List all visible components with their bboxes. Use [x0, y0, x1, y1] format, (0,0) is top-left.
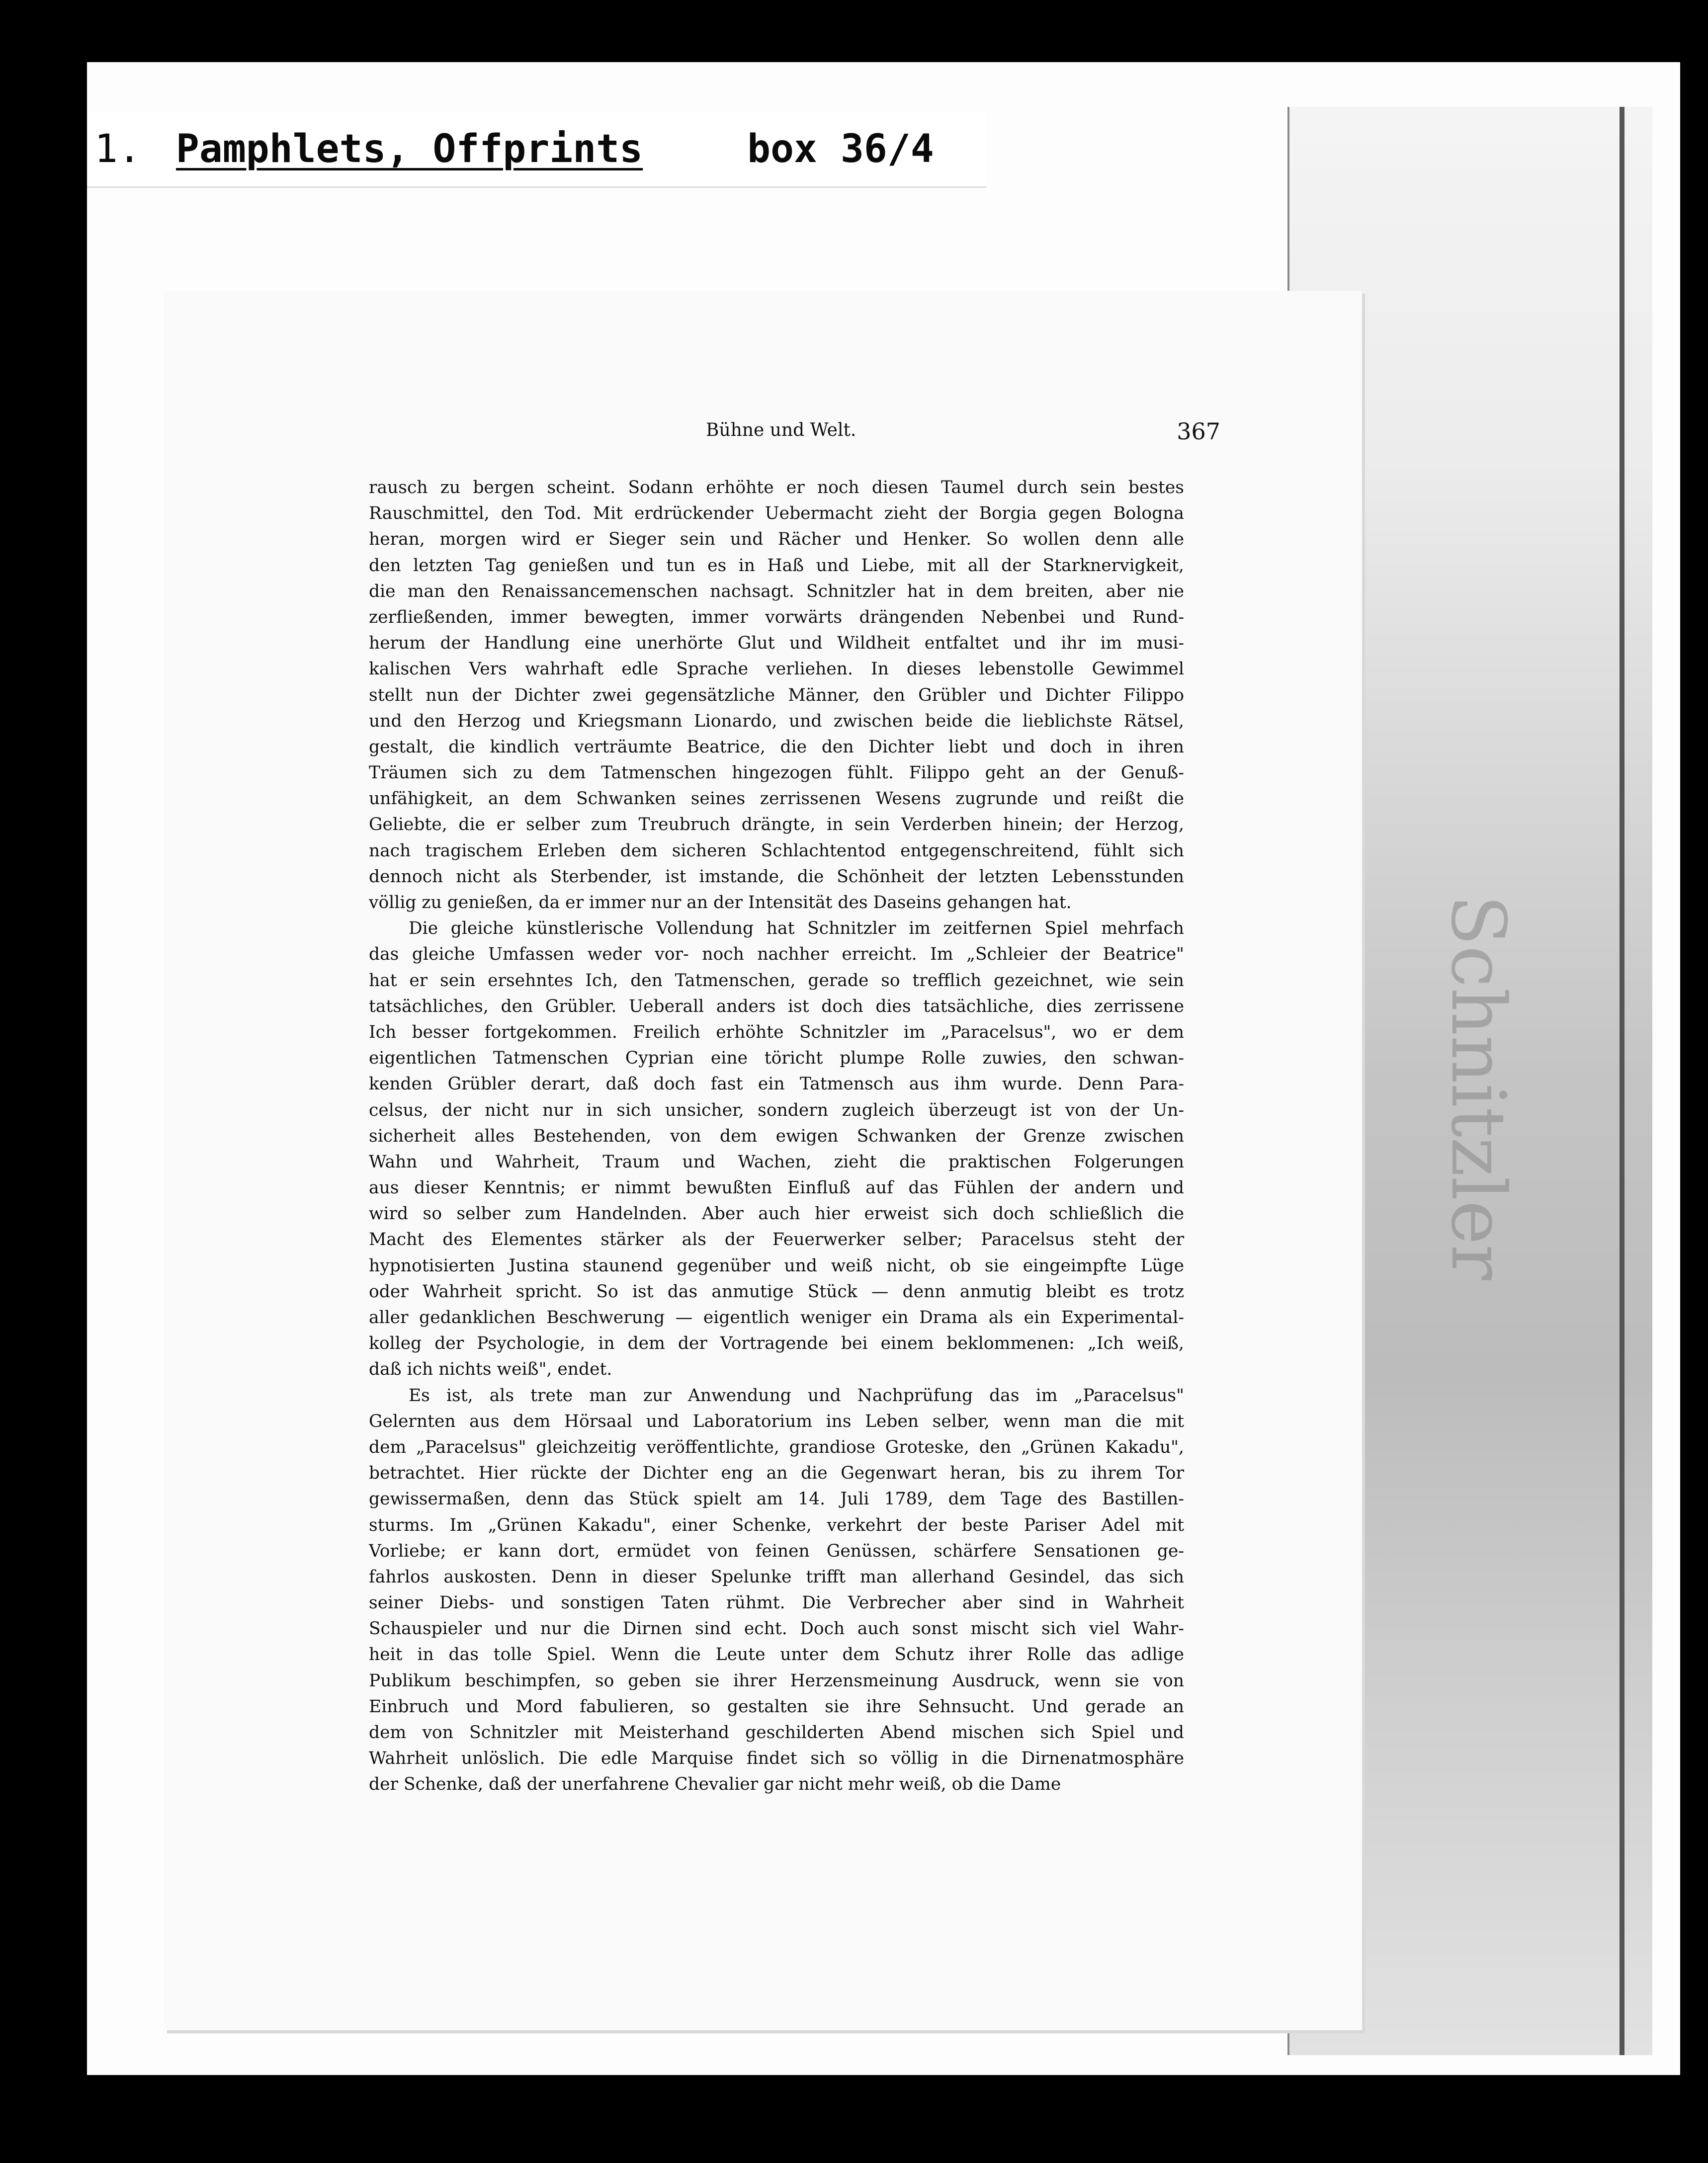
text-line: herum der Handlung eine unerhörte Glut und Wildheit entfaltet und ihr im musi- — [369, 633, 1184, 654]
text-line: kenden Grübler derart, daß doch fast ein Tatmensch aus ihm wurde. Denn Para- — [369, 1074, 1184, 1094]
text-line: das gleiche Umfassen weder vor- noch nachher erreicht. Im „Schleier der Beatrice" — [369, 944, 1184, 965]
folder-handwritten-note: Schnitzler — [1435, 895, 1521, 1280]
text-line: kolleg der Psychologie, in dem der Vortragende bei einem beklommenen: „Ich weiß, — [369, 1333, 1184, 1354]
text-line: den letzten Tag genießen und tun es in Haß und Liebe, mit all der Starknervigkeit, — [369, 555, 1184, 576]
page-number: 367 — [1177, 418, 1220, 445]
text-line: sicherheit alles Bestehenden, von dem ewigen Schwanken der Grenze zwischen — [369, 1126, 1184, 1146]
printed-page — [164, 291, 1362, 2030]
text-line: celsus, der nicht nur in sich unsicher, sondern zugleich überzeugt ist von der Un- — [369, 1100, 1184, 1120]
text-line: kalischen Vers wahrhaft edle Sprache verliehen. In dieses lebenstolle Gewimmel — [369, 659, 1184, 679]
text-line: hat er sein ersehntes Ich, den Tatmenschen, gerade so trefflich gezeichnet, wie sein — [369, 970, 1184, 991]
archive-label-number: 1. — [94, 127, 141, 171]
text-line: dem „Paracelsus" gleichzeitig veröffentlichte, grandiose Groteske, den „Grünen Kakadu", — [369, 1437, 1184, 1457]
text-line: aus dieser Kenntnis; er nimmt bewußten Einfluß auf das Fühlen der andern und — [369, 1178, 1184, 1198]
text-line: betrachtet. Hier rückte der Dichter eng an die Gegenwart heran, bis zu ihrem Tor — [369, 1463, 1184, 1484]
text-line: aller gedanklichen Beschwerung — eigentlich weniger ein Drama als ein Experimental- — [369, 1308, 1184, 1328]
text-line: heit in das tolle Spiel. Wenn die Leute unter dem Schutz ihrer Rolle das adlige — [369, 1645, 1184, 1665]
text-line: und den Herzog und Kriegsmann Lionardo, und zwischen beide die lieblichste Rätsel, — [369, 711, 1184, 731]
text-line: seiner Diebs- und sonstigen Taten rühmt. Die Verbrecher aber sind in Wahrheit — [369, 1593, 1184, 1613]
text-line: tatsächliches, den Grübler. Ueberall anders ist doch dies tatsächliche, dies zerrissene — [369, 996, 1184, 1016]
running-head-title: Bühne und Welt. — [706, 420, 856, 440]
text-line: eigentlichen Tatmenschen Cyprian eine töricht plumpe Rolle zuwies, den schwan- — [369, 1048, 1184, 1069]
text-line: Es ist, als trete man zur Anwendung und Nachprüfung das im „Paracelsus" — [409, 1385, 1184, 1406]
text-line: heran, morgen wird er Sieger sein und Rächer und Henker. So wollen denn alle — [369, 529, 1184, 550]
text-line: Macht des Elementes stärker als der Feuerwerker selber; Paracelsus steht der — [369, 1230, 1184, 1250]
text-line: sturms. Im „Grünen Kakadu", einer Schenke, verkehrt der beste Pariser Adel mit — [369, 1515, 1184, 1535]
text-line: Träumen sich zu dem Tatmenschen hingezogen fühlt. Filippo geht an der Genuß- — [369, 763, 1184, 783]
text-line: Vorliebe; er kann dort, ermüdet von feinen Genüssen, schärfere Sensationen ge- — [369, 1541, 1184, 1561]
text-line: gewissermaßen, denn das Stück spielt am 14. Juli 1789, dem Tage des Bastillen- — [369, 1489, 1184, 1509]
text-line: dennoch nicht als Sterbender, ist imstande, die Schönheit der letzten Lebensstunden — [369, 866, 1184, 887]
text-line: die man den Renaissancemenschen nachsagt. Schnitzler hat in dem breiten, aber nie — [369, 581, 1184, 601]
archive-label-box: box 36/4 — [747, 127, 934, 171]
text-line: Publikum beschimpfen, so geben sie ihrer Herzensmeinung Ausdruck, wenn sie von — [369, 1670, 1184, 1691]
text-line: zerfließenden, immer bewegten, immer vorwärts drängenden Nebenbei und Rund- — [369, 607, 1184, 627]
running-head — [164, 420, 1362, 450]
text-line: Die gleiche künstlerische Vollendung hat Schnitzler im zeitfernen Spiel mehrfach — [409, 918, 1184, 939]
text-line: völlig zu genießen, da er immer nur an der Intensität des Daseins gehangen hat. — [369, 893, 1072, 913]
text-line: Wahn und Wahrheit, Traum und Wachen, zieht die praktischen Folgerungen — [369, 1152, 1184, 1172]
text-line: Ich besser fortgekommen. Freilich erhöhte Schnitzler im „Paracelsus", wo er dem — [369, 1022, 1184, 1042]
text-line: Einbruch und Mord fabulieren, so gestalten sie ihre Sehnsucht. Und gerade an — [369, 1696, 1184, 1717]
text-line: hypnotisierten Justina staunend gegenüber und weiß nicht, ob sie eingeimpfte Lüge — [369, 1255, 1184, 1276]
folder-edge — [1620, 107, 1624, 2055]
text-line: dem von Schnitzler mit Meisterhand geschilderten Abend mischen sich Spiel und — [369, 1723, 1184, 1743]
text-line: Rauschmittel, den Tod. Mit erdrückender Uebermacht zieht der Borgia gegen Bologna — [369, 503, 1184, 524]
body-text — [369, 475, 1184, 1798]
text-line: Wahrheit unlöslich. Die edle Marquise findet sich so völlig in die Dirnenatmosphäre — [369, 1748, 1184, 1769]
text-line: Schauspieler und nur die Dirnen sind echt. Doch auch sonst mischt sich viel Wahr- — [369, 1619, 1184, 1639]
text-line: Geliebte, die er selber zum Treubruch drängte, in sein Verderben hinein; der Herzog, — [369, 815, 1184, 835]
text-line: oder Wahrheit spricht. So ist das anmutige Stück — denn anmutig bleibt es trotz — [369, 1281, 1184, 1302]
text-line: der Schenke, daß der unerfahrene Chevalier gar nicht mehr weiß, ob die Dame — [369, 1774, 1061, 1795]
text-line: stellt nun der Dichter zwei gegensätzliche Männer, den Grübler und Dichter Filippo — [369, 685, 1184, 705]
archive-label — [87, 112, 987, 188]
text-line: Gelernten aus dem Hörsaal und Laboratorium ins Leben selber, wenn man die mit — [369, 1411, 1184, 1431]
text-line: fahrlos auskosten. Denn in dieser Spelunke trifft man allerhand Gesindel, das sich — [369, 1567, 1184, 1587]
text-line: wird so selber zum Handelnden. Aber auch hier erweist sich doch schließlich die — [369, 1204, 1184, 1224]
text-line: nach tragischem Erleben dem sicheren Schlachtentod entgegenschreitend, fühlt sich — [369, 840, 1184, 861]
text-line: gestalt, die kindlich verträumte Beatrice, die den Dichter liebt und doch in ihren — [369, 737, 1184, 757]
text-line: rausch zu bergen scheint. Sodann erhöhte er noch diesen Taumel durch sein bestes — [369, 478, 1184, 498]
text-line: daß ich nichts weiß", endet. — [369, 1359, 612, 1380]
archive-label-title: Pamphlets, Offprints — [175, 127, 643, 171]
text-line: unfähigkeit, an dem Schwanken seines zerrissenen Wesens zugrunde und reißt die — [369, 789, 1184, 809]
